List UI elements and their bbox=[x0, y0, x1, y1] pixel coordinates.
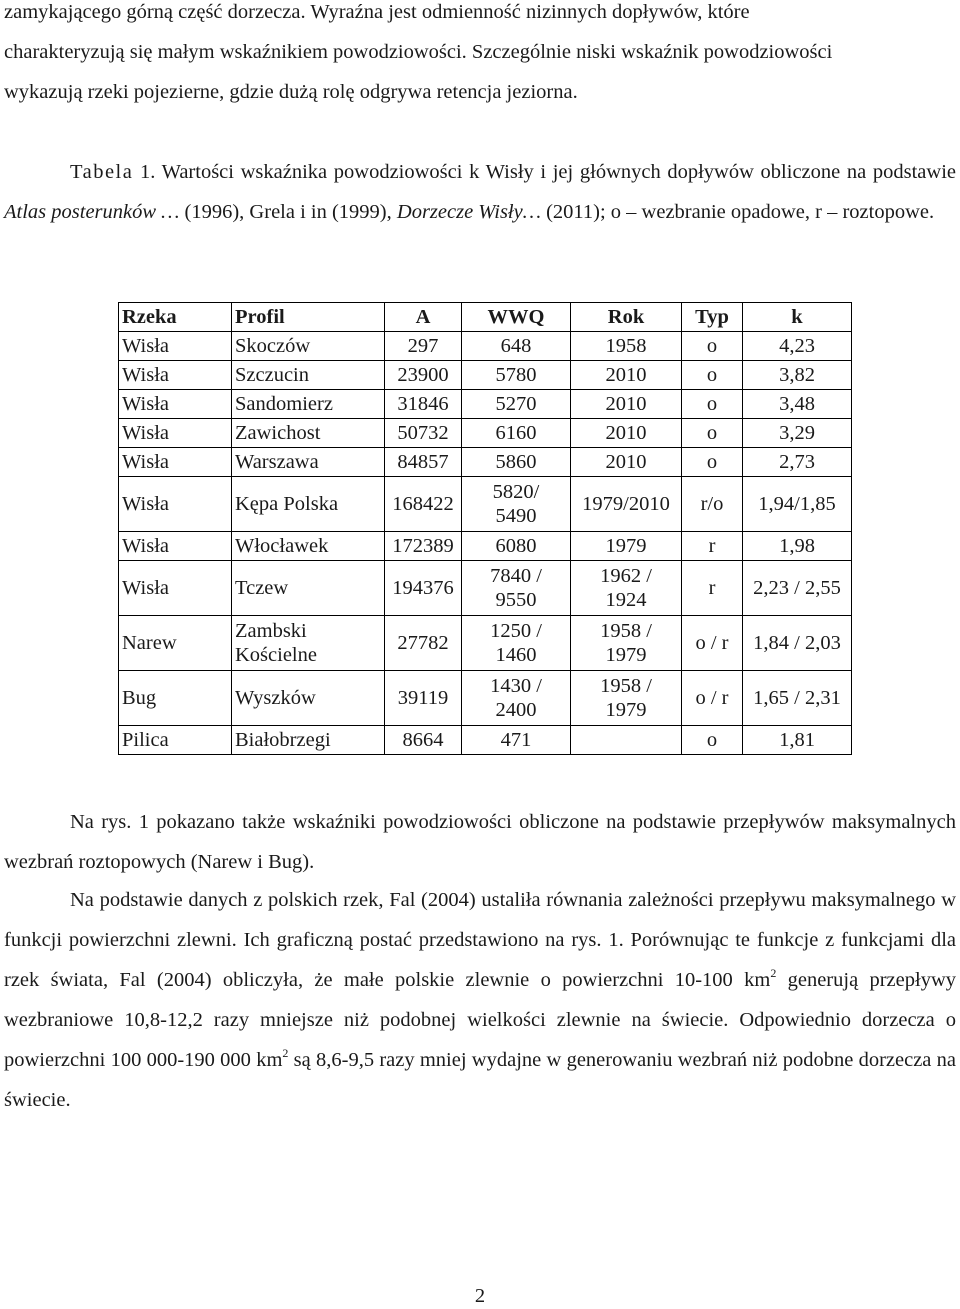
cell-k: 1,81 bbox=[743, 726, 852, 755]
table-row bbox=[119, 726, 852, 755]
cell-profile bbox=[232, 616, 385, 671]
cell-profile: Wyszków bbox=[232, 671, 385, 726]
cell-area: 172389 bbox=[385, 532, 462, 561]
paragraph-fal-text-b: generują przepływy wezbraniowe 10,8-12,2 razy mniejsze niż podobnej wielkości zlewnie na świecie. Odpowiednio dorzecza o powierzchni 100 000-190 000 km bbox=[4, 969, 957, 1071]
cell-profile: Tczew bbox=[232, 561, 385, 616]
cell-river: Wisła bbox=[119, 477, 232, 532]
table-row bbox=[119, 561, 852, 616]
caption-text-c: (2011); o – wezbranie opadowe, r – roztopowe. bbox=[540, 201, 935, 223]
column-header-year: Rok bbox=[571, 303, 682, 332]
column-header-area: A bbox=[385, 303, 462, 332]
cell-type: o bbox=[682, 390, 743, 419]
cell-profile: Warszawa bbox=[232, 448, 385, 477]
caption-label: Tabela bbox=[70, 161, 134, 183]
cell-area: 50732 bbox=[385, 419, 462, 448]
caption-text-a: Wartości wskaźnika powodziowości k Wisły i jej głównych dopływów obliczone na podstawie bbox=[155, 161, 956, 183]
cell-river: Wisła bbox=[119, 419, 232, 448]
cell-type: o bbox=[682, 332, 743, 361]
table-row bbox=[119, 390, 852, 419]
cell-line: 2400 bbox=[495, 699, 537, 721]
cell-k: 2,73 bbox=[743, 448, 852, 477]
cell-wwq: 6080 bbox=[462, 532, 571, 561]
table-row bbox=[119, 616, 852, 671]
cell-profile: Sandomierz bbox=[232, 390, 385, 419]
cell-river: Wisła bbox=[119, 448, 232, 477]
cell-k: 1,94/1,85 bbox=[743, 477, 852, 532]
cell-area: 168422 bbox=[385, 477, 462, 532]
cell-area: 84857 bbox=[385, 448, 462, 477]
cell-year: 1958 bbox=[571, 332, 682, 361]
cell-year: 2010 bbox=[571, 361, 682, 390]
table-row bbox=[119, 532, 852, 561]
cell-k: 3,48 bbox=[743, 390, 852, 419]
table-row bbox=[119, 671, 852, 726]
table-row bbox=[119, 419, 852, 448]
cell-year: 2010 bbox=[571, 419, 682, 448]
cell-wwq bbox=[462, 561, 571, 616]
cell-wwq: 5860 bbox=[462, 448, 571, 477]
cell-river: Wisła bbox=[119, 390, 232, 419]
cell-year bbox=[571, 726, 682, 755]
cell-line: 1924 bbox=[605, 589, 647, 611]
paragraph-fal-text-a: Na podstawie danych z polskich rzek, Fal (2004) ustaliła równania zależności przepływu maksymalnego w funkcji powierzchni zlewni. Ich graficzną postać przedstawiono na rys. 1. Porównując te funkcje z funkcjami dla rzek świata, Fal (2004) obliczyła, że małe polskie zlewnie o powierzchni 10-100 km bbox=[4, 889, 956, 991]
superscript-2: 2 bbox=[770, 966, 777, 980]
cell-type: o bbox=[682, 726, 743, 755]
cell-line: 5490 bbox=[495, 505, 537, 527]
cell-profile: Włocławek bbox=[232, 532, 385, 561]
paragraph-rys1-text: Na rys. 1 pokazano także wskaźniki powodziowości obliczone na podstawie przepływów maksymalnych wezbrań roztopowych (Narew i Bug). bbox=[4, 811, 956, 873]
cell-profile: Szczucin bbox=[232, 361, 385, 390]
cell-type: r/o bbox=[682, 477, 743, 532]
cell-area: 23900 bbox=[385, 361, 462, 390]
cell-k: 2,23 / 2,55 bbox=[743, 561, 852, 616]
cell-area: 31846 bbox=[385, 390, 462, 419]
cell-k: 4,23 bbox=[743, 332, 852, 361]
caption-text-b: (1996), Grela i in (1999), bbox=[179, 201, 397, 223]
table-caption bbox=[4, 152, 956, 232]
cell-line: 1962 / bbox=[600, 565, 652, 587]
caption-source-atlas: Atlas posterunków … bbox=[4, 201, 180, 223]
cell-year bbox=[571, 616, 682, 671]
cell-wwq: 471 bbox=[462, 726, 571, 755]
paragraph-fal bbox=[4, 880, 956, 1120]
superscript-2: 2 bbox=[282, 1046, 289, 1060]
cell-profile: Białobrzegi bbox=[232, 726, 385, 755]
cell-river: Bug bbox=[119, 671, 232, 726]
cell-year: 1979/2010 bbox=[571, 477, 682, 532]
cell-year: 1979 bbox=[571, 532, 682, 561]
cell-line: 1250 / bbox=[490, 620, 542, 642]
cell-profile: Zawichost bbox=[232, 419, 385, 448]
intro-line-1: zamykającego górną część dorzecza. Wyraźna jest odmienność nizinnych dopływów, które bbox=[4, 1, 750, 23]
cell-k: 1,65 / 2,31 bbox=[743, 671, 852, 726]
intro-line-3: wykazują rzeki pojezierne, gdzie dużą rolę odgrywa retencja jeziorna. bbox=[4, 81, 578, 103]
cell-area: 27782 bbox=[385, 616, 462, 671]
column-header-river: Rzeka bbox=[119, 303, 232, 332]
flood-index-table bbox=[118, 302, 852, 755]
column-header-profile: Profil bbox=[232, 303, 385, 332]
cell-line: Kościelne bbox=[235, 644, 317, 666]
caption-source-dorzecze: Dorzecze Wisły… bbox=[396, 201, 541, 223]
cell-line: 1979 bbox=[605, 699, 647, 721]
cell-profile: Skoczów bbox=[232, 332, 385, 361]
cell-year: 2010 bbox=[571, 390, 682, 419]
cell-line: 5820/ bbox=[492, 481, 540, 503]
cell-wwq: 648 bbox=[462, 332, 571, 361]
cell-wwq: 6160 bbox=[462, 419, 571, 448]
cell-wwq bbox=[462, 477, 571, 532]
cell-type: o bbox=[682, 419, 743, 448]
cell-line: 1460 bbox=[495, 644, 537, 666]
cell-line: 7840 / bbox=[490, 565, 542, 587]
cell-area: 194376 bbox=[385, 561, 462, 616]
cell-year bbox=[571, 671, 682, 726]
cell-river: Pilica bbox=[119, 726, 232, 755]
cell-year bbox=[571, 561, 682, 616]
cell-line: 1979 bbox=[605, 644, 647, 666]
table-row bbox=[119, 332, 852, 361]
cell-river: Wisła bbox=[119, 361, 232, 390]
cell-year: 2010 bbox=[571, 448, 682, 477]
cell-river: Wisła bbox=[119, 532, 232, 561]
cell-type: o bbox=[682, 361, 743, 390]
paragraph-fal-text-c: są 8,6-9,5 razy mniej wydajne w generowaniu wezbrań niż podobne dorzecza na świecie. bbox=[4, 1049, 956, 1111]
table-row bbox=[119, 477, 852, 532]
cell-profile: Kępa Polska bbox=[232, 477, 385, 532]
cell-type: o / r bbox=[682, 671, 743, 726]
cell-river: Wisła bbox=[119, 332, 232, 361]
cell-line: 9550 bbox=[495, 589, 537, 611]
table-header-row bbox=[119, 303, 852, 332]
cell-k: 1,84 / 2,03 bbox=[743, 616, 852, 671]
intro-line-2: charakteryzują się małym wskaźnikiem powodziowości. Szczególnie niski wskaźnik powodziowości bbox=[4, 41, 833, 63]
cell-wwq bbox=[462, 616, 571, 671]
cell-k: 3,29 bbox=[743, 419, 852, 448]
cell-line: 1958 / bbox=[600, 620, 652, 642]
column-header-wwq: WWQ bbox=[462, 303, 571, 332]
cell-line: Zambski bbox=[235, 620, 307, 642]
table-row bbox=[119, 448, 852, 477]
cell-wwq bbox=[462, 671, 571, 726]
cell-type: o bbox=[682, 448, 743, 477]
cell-river: Wisła bbox=[119, 561, 232, 616]
intro-paragraph bbox=[4, 0, 956, 112]
cell-k: 1,98 bbox=[743, 532, 852, 561]
cell-type: r bbox=[682, 561, 743, 616]
cell-wwq: 5780 bbox=[462, 361, 571, 390]
cell-line: 1958 / bbox=[600, 675, 652, 697]
cell-k: 3,82 bbox=[743, 361, 852, 390]
cell-area: 8664 bbox=[385, 726, 462, 755]
cell-type: r bbox=[682, 532, 743, 561]
table-row bbox=[119, 361, 852, 390]
column-header-type: Typ bbox=[682, 303, 743, 332]
cell-area: 297 bbox=[385, 332, 462, 361]
paragraph-rys1 bbox=[4, 802, 956, 882]
column-header-k: k bbox=[743, 303, 852, 332]
page-number: 2 bbox=[474, 1285, 486, 1307]
cell-area: 39119 bbox=[385, 671, 462, 726]
cell-type: o / r bbox=[682, 616, 743, 671]
cell-river: Narew bbox=[119, 616, 232, 671]
caption-number: 1. bbox=[139, 161, 156, 183]
cell-wwq: 5270 bbox=[462, 390, 571, 419]
cell-line: 1430 / bbox=[490, 675, 542, 697]
